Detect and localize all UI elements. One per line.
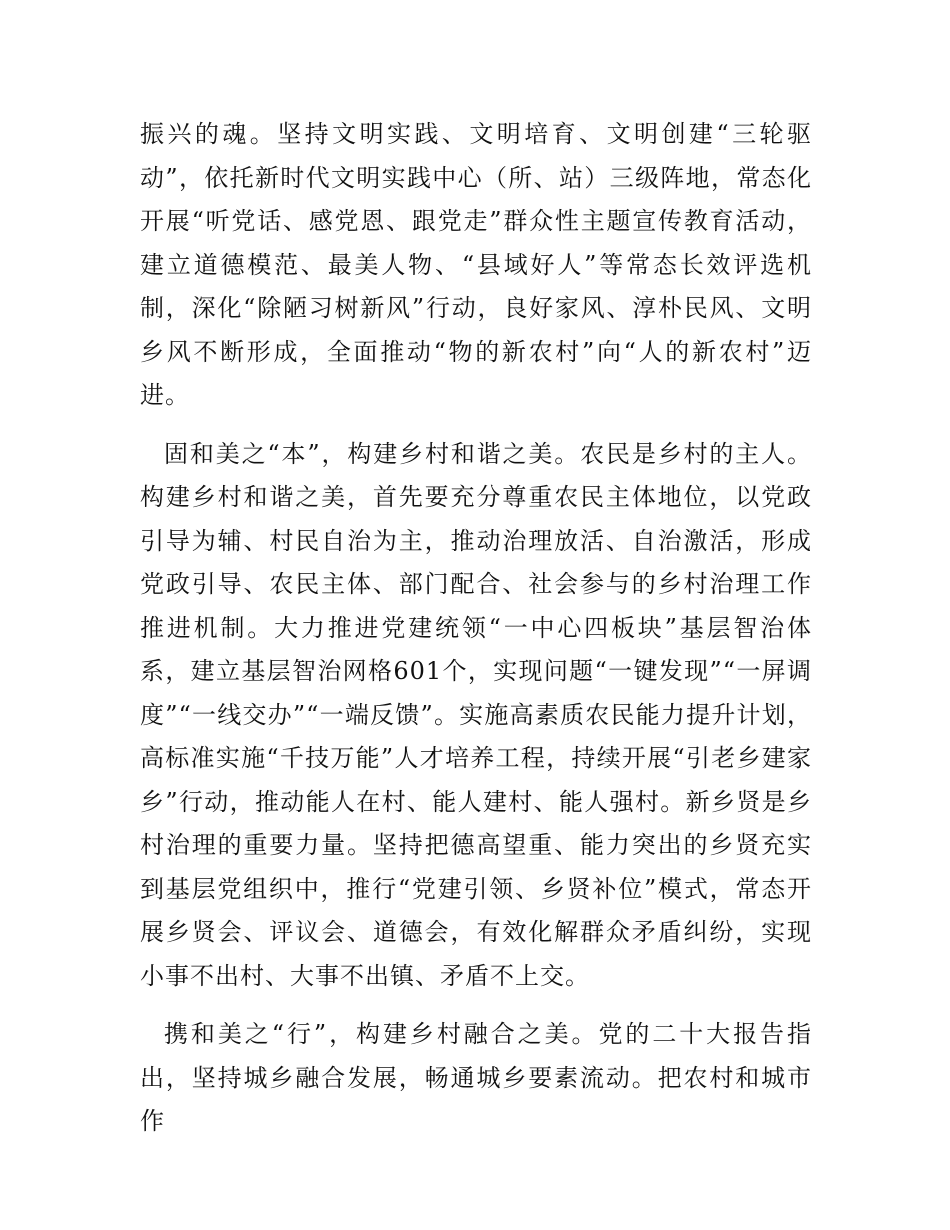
paragraph-harmony: 固和美之“本”，构建乡村和谐之美。农民是乡村的主人。构建乡村和谐之美，首先要充分尊重农民主体地位，以党政引导为辅、村民自治为主，推动治理放活、自治激活，形成党政引导、农民主体、部门配合、社会参与的乡村治理工作推进机制。大力推进党建统领“一中心四板块”基层智治体系，建立基层智治网格601个，实现问题“一键发现”“一屏调度”“一线交办”“一端反馈”。实施高素质农民能力提升计划，高标准实施“千技万能”人才培养工程，持续开展“引老乡建家乡”行动，推动能人在村、能人建村、能人强村。新乡贤是乡村治理的重要力量。坚持把德高望重、能力突出的乡贤充实到基层党组织中，推行“党建引领、乡贤补位”模式，常态开展乡贤会、评议会、道德会，有效化解群众矛盾纠纷，实现小事不出村、大事不出镇、矛盾不上交。 xyxy=(140,439,812,990)
body-text xyxy=(140,113,812,1159)
paragraph-integration: 携和美之“行”，构建乡村融合之美。党的二十大报告指出，坚持城乡融合发展，畅通城乡要素流动。把农村和城市作 xyxy=(140,1020,812,1135)
paragraph-civilization: 振兴的魂。坚持文明实践、文明培育、文明创建“三轮驱动”，依托新时代文明实践中心（所、站）三级阵地，常态化开展“听党话、感党恩、跟党走”群众性主题宣传教育活动，建立道德模范、最美人物、“县域好人”等常态长效评选机制，深化“除陋习树新风”行动，良好家风、淳朴民风、文明乡风不断形成，全面推动“物的新农村”向“人的新农村”迈进。 xyxy=(140,120,812,409)
